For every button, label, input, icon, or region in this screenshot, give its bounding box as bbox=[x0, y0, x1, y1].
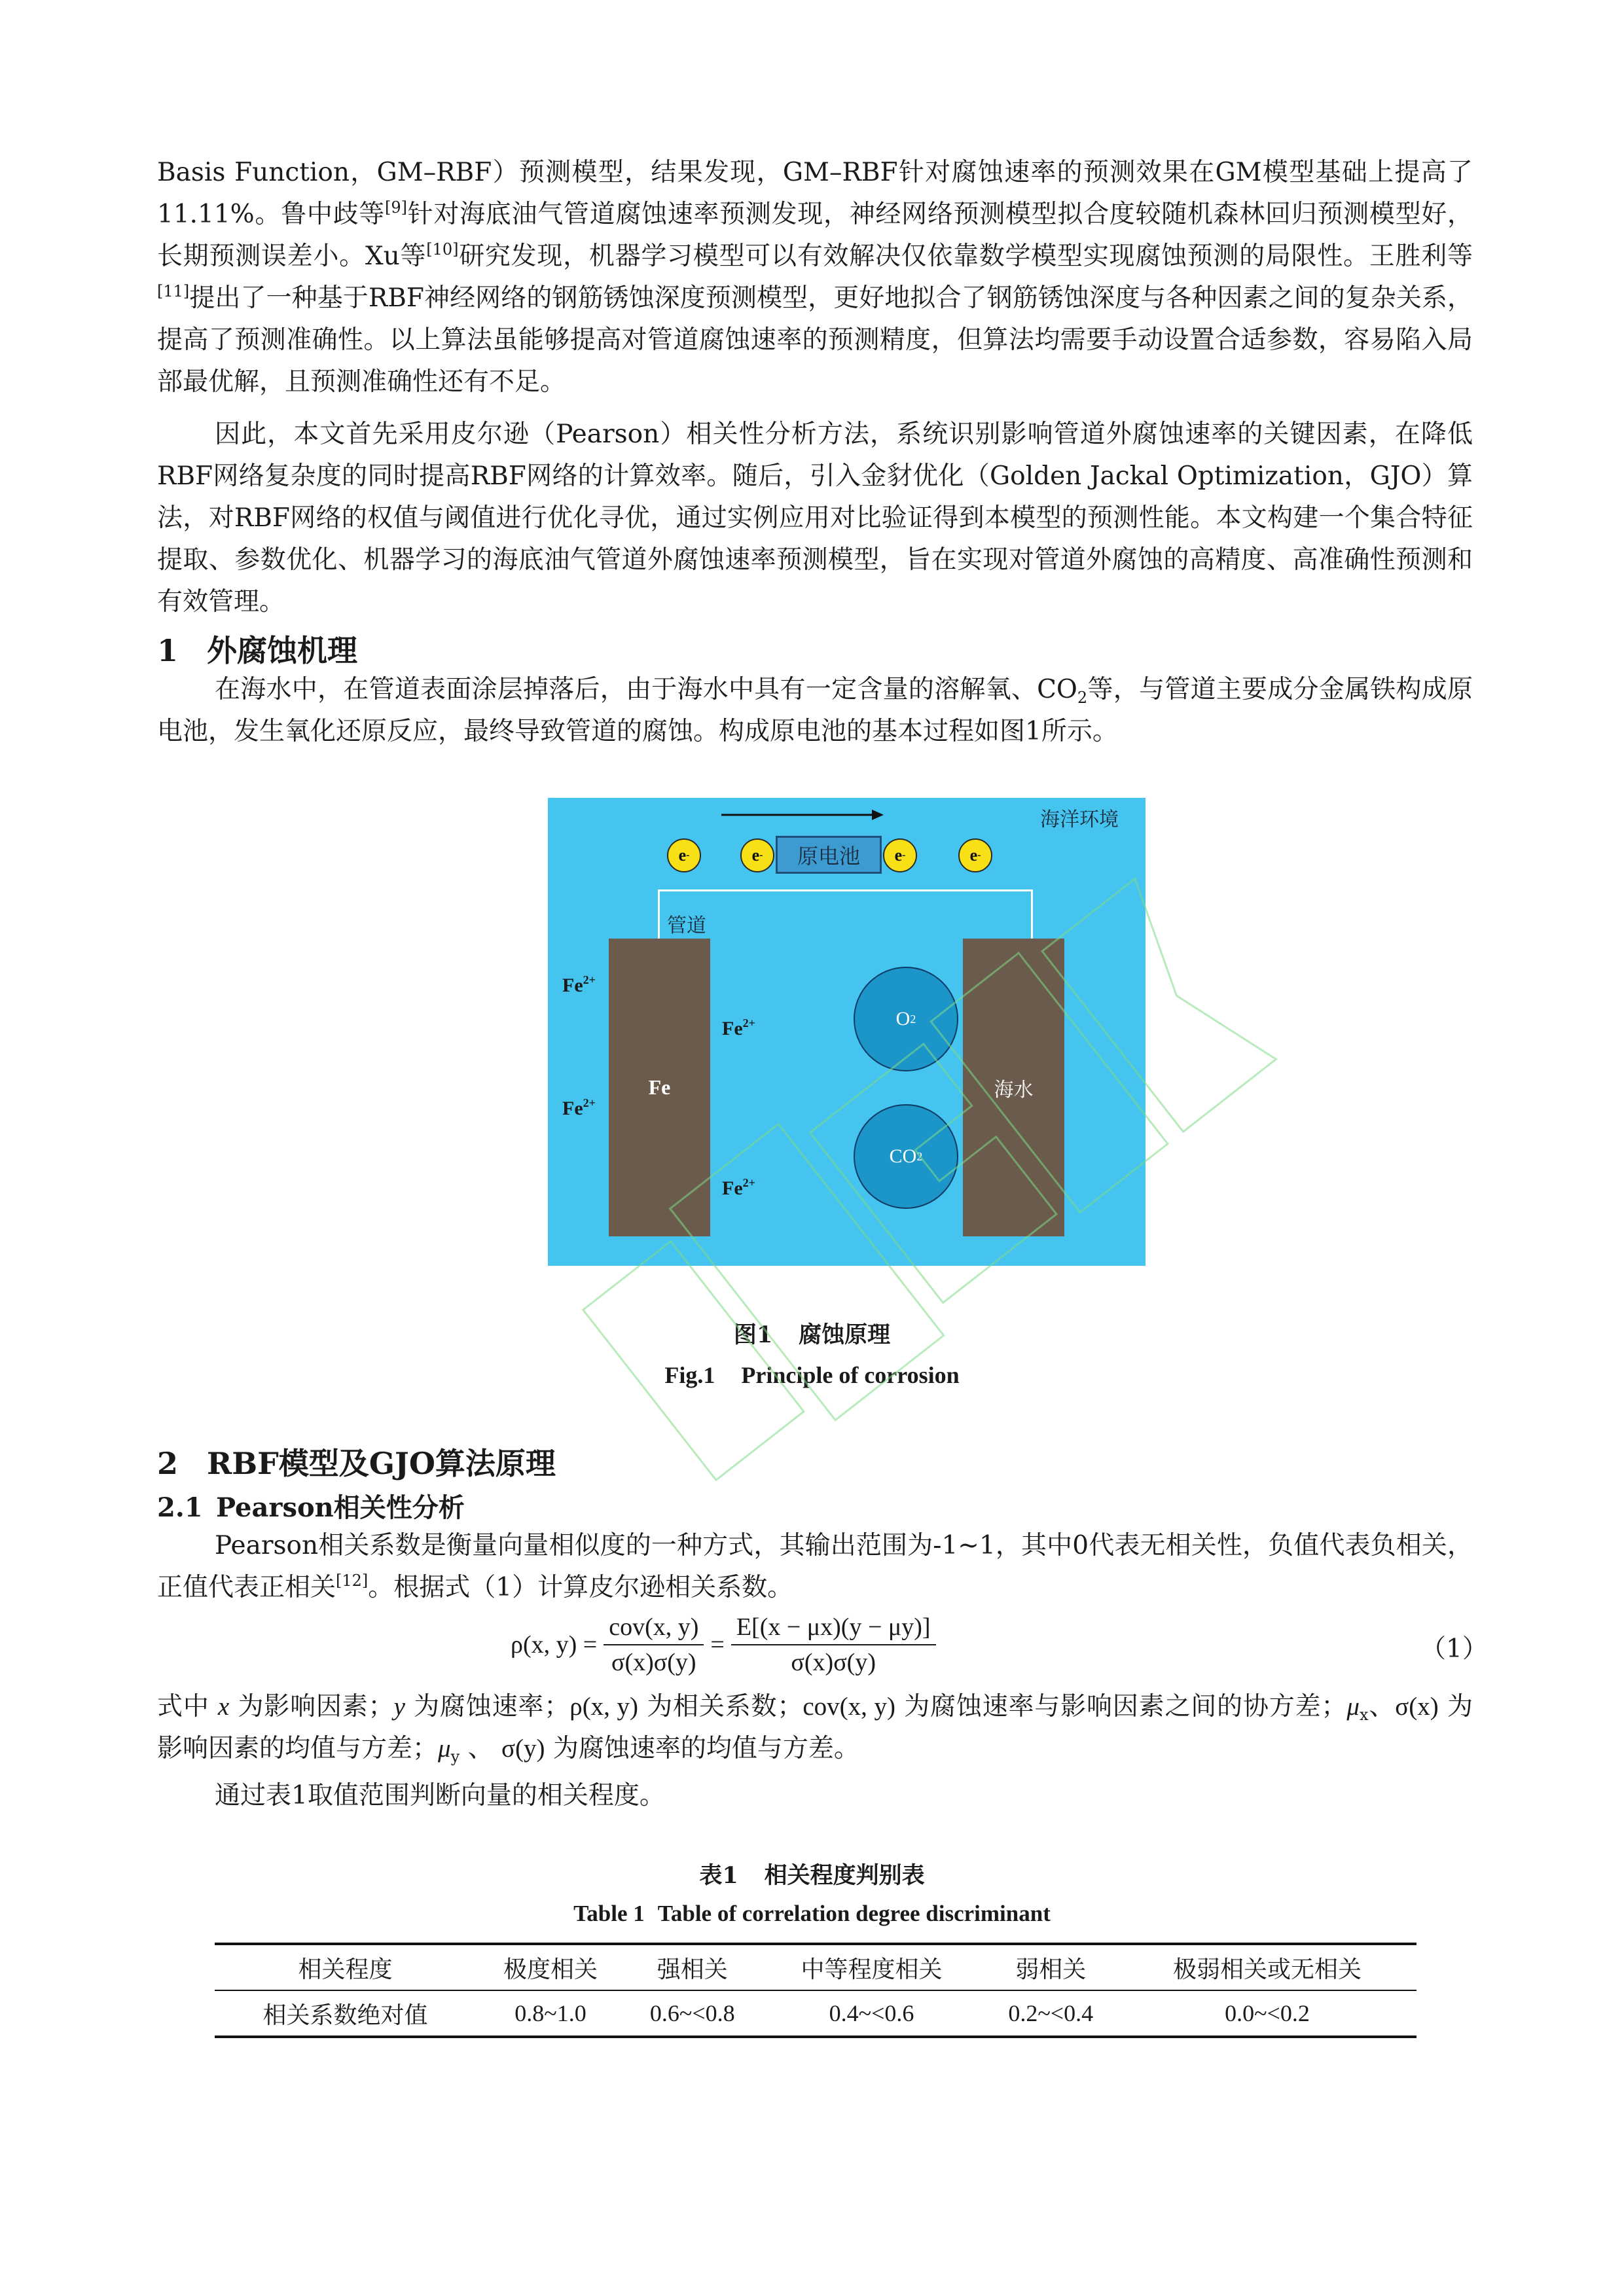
section-number: 2 bbox=[157, 1446, 179, 1481]
subscript: 2 bbox=[1077, 689, 1088, 707]
text: 等，与管道主要成分金属铁构成原电池，发生氧化还原反应，最终导致管道的腐蚀。构成原电池的基本过程如图1所示。 bbox=[157, 675, 1473, 746]
oxygen-bubble: O 2 bbox=[854, 967, 958, 1071]
numerator: cov(x, y) bbox=[604, 1613, 704, 1645]
equation-number: （1） bbox=[1420, 1634, 1488, 1664]
section-title: Pearson相关性分析 bbox=[216, 1492, 465, 1523]
electron-icon: e - bbox=[958, 838, 992, 872]
section-number: 2.1 bbox=[157, 1492, 203, 1523]
text: Basis Function，GM–RBF）预测模型，结果发现，GM–RBF针对腐蚀速率的预测效果在GM模型基础上提高了11.11%。鲁中歧等 bbox=[157, 158, 1473, 229]
figure-corrosion-principle bbox=[548, 798, 1146, 1266]
citation: [12] bbox=[336, 1571, 369, 1590]
wire-top bbox=[658, 889, 1033, 891]
table-cell: 0.8~1.0 bbox=[514, 2000, 586, 2026]
co2-bubble: CO 2 bbox=[854, 1104, 958, 1209]
ferrous-ion-label: $Fe^{2+}$ bbox=[722, 1016, 755, 1039]
section-heading-2 bbox=[157, 1440, 556, 1483]
wire-left bbox=[658, 889, 660, 939]
text: 在海水中，在管道表面涂层掉落后，由于海水中具有一定含量的溶解氧、CO bbox=[215, 675, 1077, 704]
table-header-cell: 中等程度相关 bbox=[759, 1944, 983, 1990]
text: 。根据式（1）计算皮尔逊相关系数。 bbox=[368, 1573, 793, 1602]
electron-icon: e - bbox=[740, 838, 774, 872]
galvanic-cell-box: 原电池 bbox=[776, 836, 882, 874]
paragraph-corrosion-mechanism bbox=[157, 669, 1473, 753]
section-number: 1 bbox=[157, 633, 179, 668]
ferrous-ion-label: $Fe^{2+}$ bbox=[562, 973, 596, 996]
ferrous-ion-label: $Fe^{2+}$ bbox=[722, 1176, 755, 1199]
text: 针对海底油气管道腐蚀速率预测发现，神经网络预测模型拟合度较随机森林回归预测模型好，长期预测误差小。Xu等 bbox=[157, 200, 1473, 271]
iron-electrode: Fe bbox=[609, 939, 710, 1236]
denominator: σ(x)σ(y) bbox=[611, 1649, 696, 1676]
electron-icon: e - bbox=[883, 838, 917, 872]
paragraph-intro-continued bbox=[157, 152, 1473, 403]
seawater-electrode: 海水 bbox=[963, 939, 1064, 1236]
table-header-cell: 极弱相关或无相关 bbox=[1118, 1944, 1416, 1990]
equation-pearson bbox=[511, 1609, 943, 1681]
table-cell: 0.2~<0.4 bbox=[1008, 2000, 1094, 2026]
fraction-expectation bbox=[731, 1613, 936, 1677]
figure-caption-en: Fig.1 Principle of corrosion bbox=[664, 1362, 960, 1388]
citation: [9] bbox=[384, 198, 407, 217]
table-cell: 0.6~<0.8 bbox=[649, 2000, 735, 2026]
table-header-cell: 相关程度 bbox=[215, 1944, 476, 1990]
equals-sign: = bbox=[710, 1631, 725, 1659]
table-header-cell: 弱相关 bbox=[983, 1944, 1117, 1990]
table-cell: 0.4~<0.6 bbox=[829, 2000, 914, 2026]
paragraph-method-overview: 因此，本文首先采用皮尔逊（Pearson）相关性分析方法，系统识别影响管道外腐蚀速率的关键因素，在降低RBF网络复杂度的同时提高RBF网络的计算效率。随后，引入金豺优化（Golden Jackal Optimization，GJO）算法，对RBF网络的权值与阈值进行优化寻优，通过实例应用对比验证得到本模型的预测性能。本文构建一个集合特征提取、参数优化、机器学习的海底油气管道外腐蚀速率预测模型，旨在实现对管道外腐蚀的高精度、高准确性预测和有效管理。 bbox=[157, 420, 1473, 617]
equation-lhs: ρ(x, y) = bbox=[511, 1631, 598, 1659]
paragraph-table-intro: 通过表1取值范围判断向量的相关程度。 bbox=[215, 1781, 665, 1810]
figure-caption-cn: 图1 腐蚀原理 bbox=[733, 1321, 891, 1348]
electron-flow-arrow bbox=[721, 807, 885, 823]
pipe-label: 管道 bbox=[667, 914, 706, 937]
table-header-row bbox=[215, 1944, 1416, 1990]
table-header-cell: 强相关 bbox=[625, 1944, 759, 1990]
section-heading-1 bbox=[157, 627, 357, 670]
wire-right bbox=[1031, 889, 1033, 939]
table-header-cell: 极度相关 bbox=[476, 1944, 625, 1990]
text: 提出了一种基于RBF神经网络的钢筋锈蚀深度预测模型，更好地拟合了钢筋锈蚀深度与各种因素之间的复杂关系，提高了预测准确性。以上算法虽能够提高对管道腐蚀速率的预测精度，但算法均需要手动设置合适参数，容易陷入局部最优解，且预测准确性还有不足。 bbox=[157, 283, 1473, 397]
electron-icon: e - bbox=[667, 838, 701, 872]
numerator: E[(x − μx)(y − μy)] bbox=[731, 1613, 936, 1645]
paragraph-pearson-definition bbox=[157, 1525, 1473, 1609]
text: Pearson相关系数是衡量向量相似度的一种方式，其输出范围为-1~1，其中0代表无相关性，负值代表负相关，正值代表正相关 bbox=[157, 1531, 1473, 1602]
section-title: 外腐蚀机理 bbox=[207, 633, 357, 668]
ferrous-ion-label: $Fe^{2+}$ bbox=[562, 1096, 596, 1119]
ocean-environment-label: 海洋环境 bbox=[1040, 808, 1119, 831]
fraction-cov bbox=[604, 1613, 704, 1677]
table-caption-en: Table 1 Table of correlation degree discriminant bbox=[573, 1901, 1051, 1926]
section-title: RBF模型及GJO算法原理 bbox=[207, 1446, 556, 1481]
table-cell: 相关系数绝对值 bbox=[262, 2001, 428, 2029]
subsection-heading-2-1 bbox=[157, 1487, 465, 1524]
citation: [11] bbox=[157, 282, 190, 300]
table-caption-cn: 表1 相关程度判别表 bbox=[699, 1862, 925, 1889]
citation: [10] bbox=[426, 240, 459, 259]
text: 研究发现，机器学习模型可以有效解决仅依靠数学模型实现腐蚀预测的局限性。王胜利等 bbox=[458, 242, 1473, 271]
table-row bbox=[215, 1990, 1416, 2037]
correlation-degree-table bbox=[215, 1943, 1416, 2038]
equation-explanation: 式中 x 为影响因素；y 为腐蚀速率；ρ(x, y) 为相关系数；cov(x, y) 为腐蚀速率与影响因素之间的协方差；$\mu_x$、σ(x) 为影响因素的均值与方差；$\mu_y$ 、 σ(y) 为腐蚀速率的均值与方差。 bbox=[157, 1692, 1473, 1766]
denominator: σ(x)σ(y) bbox=[791, 1649, 876, 1676]
table-cell: 0.0~<0.2 bbox=[1225, 2000, 1310, 2026]
